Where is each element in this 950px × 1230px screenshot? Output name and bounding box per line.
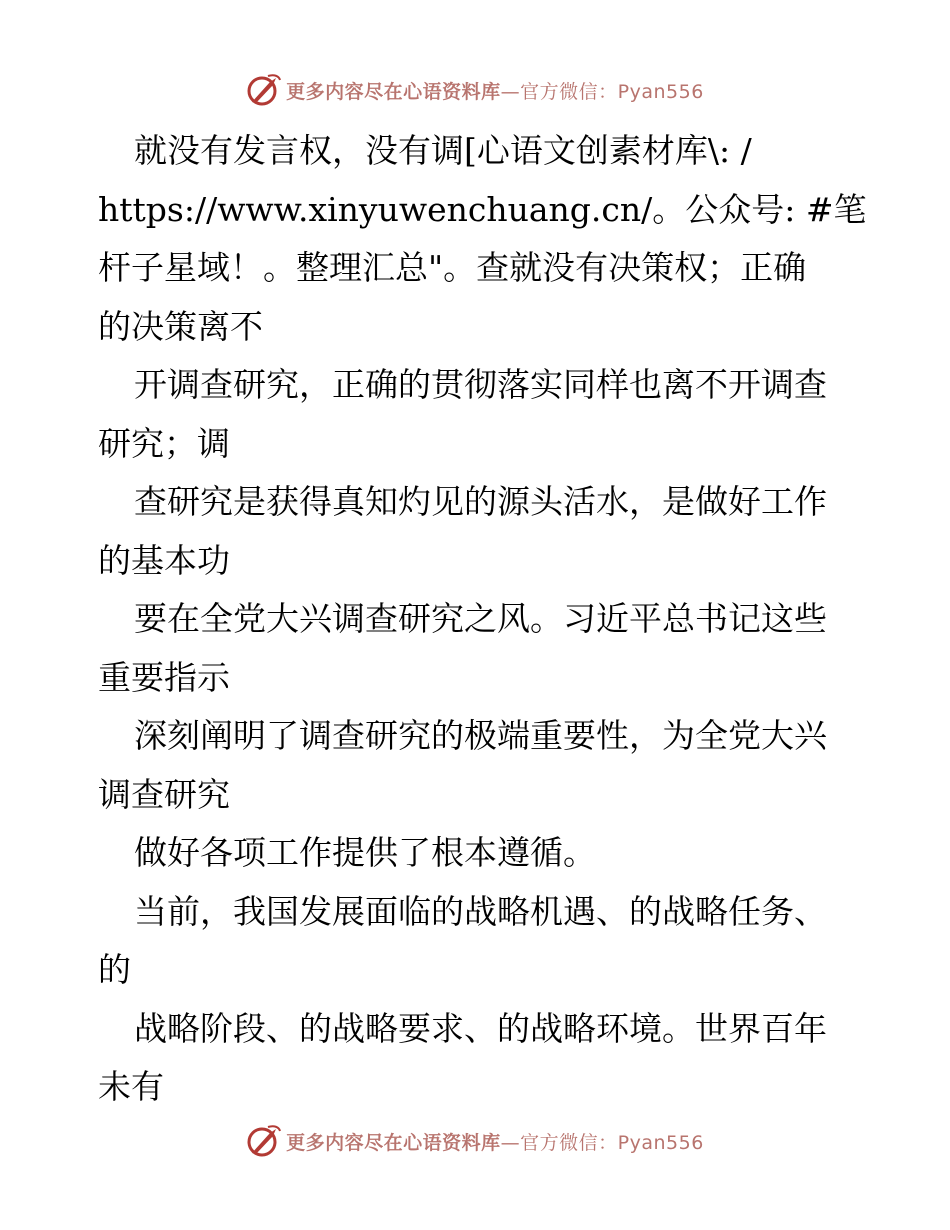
body-line: 深刻阐明了调查研究的极端重要性，为全党大兴	[134, 716, 827, 755]
body-line: 的决策离不	[98, 306, 263, 346]
pen-logo-icon	[246, 72, 282, 108]
body-line: 重要指示	[98, 657, 230, 697]
body-line: 的基本功	[98, 540, 230, 580]
body-line: 研究；调	[98, 423, 230, 463]
body-line: 就没有发言权，没有调[心语文创素材库\: /	[134, 131, 752, 170]
body-line: 未有	[98, 1067, 164, 1106]
body-line: 当前，我国发展面临的战略机遇、的战略任务、	[134, 891, 827, 931]
body-line: 要在全党大兴调查研究之风。习近平总书记这些	[134, 599, 827, 638]
body-line: https://www.xinyuwenchuang.cn/。公众号: #笔	[98, 189, 867, 229]
pen-logo-icon	[246, 1123, 282, 1159]
body-line: 开调查研究，正确的贯彻落实同样也离不开调查	[134, 365, 827, 404]
banner-text: 更多内容尽在心语资料库—官方微信：Pyan556	[286, 80, 704, 103]
banner-text: 更多内容尽在心语资料库—官方微信：Pyan556	[286, 1131, 704, 1154]
body-line: 的	[98, 950, 131, 989]
header-banner	[0, 70, 950, 110]
document-body	[98, 122, 867, 1117]
body-line: 战略阶段、的战略要求、的战略环境。世界百年	[134, 1008, 827, 1048]
body-line: 调查研究	[98, 774, 230, 814]
body-line: 杆子星域！。整理汇总"。查就没有决策权；正确	[98, 248, 807, 287]
body-line: 做好各项工作提供了根本遵循。	[134, 833, 596, 872]
body-line: 查研究是获得真知灼见的源头活水，是做好工作	[134, 482, 827, 521]
footer-banner	[0, 1121, 950, 1161]
